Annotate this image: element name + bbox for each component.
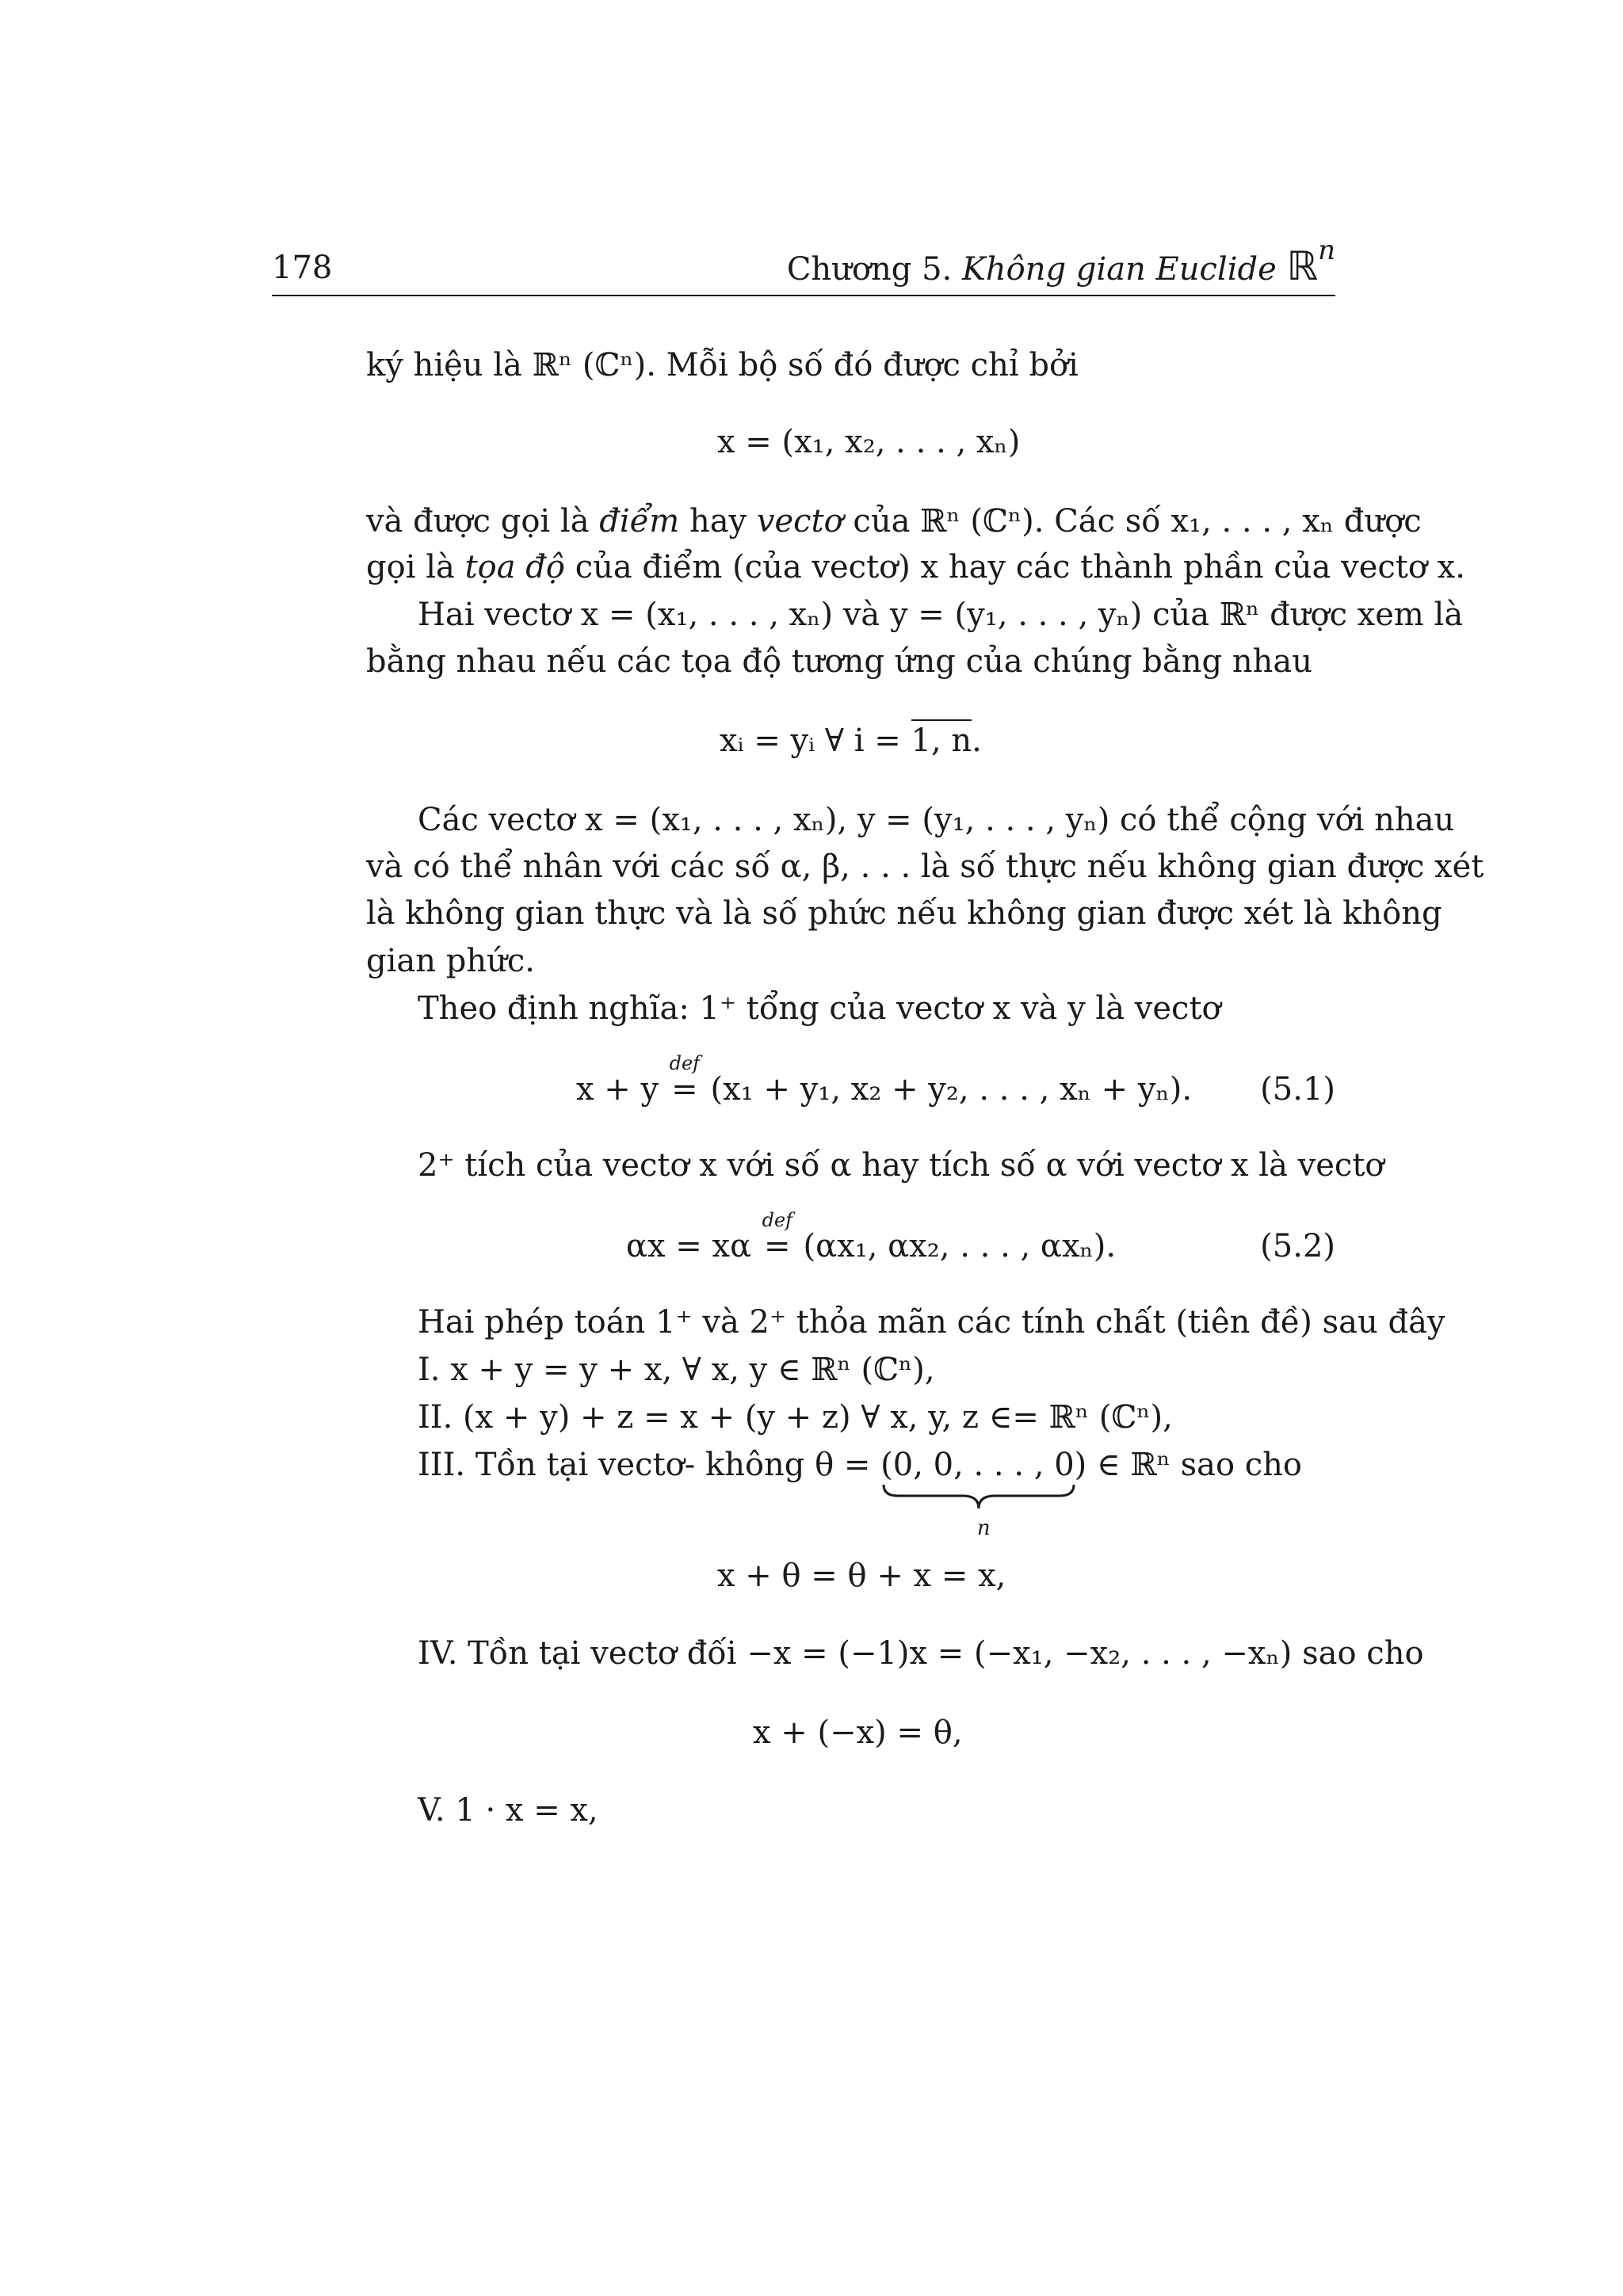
equation-x-tuple: x = (x₁, x₂, . . . , xₙ) bbox=[717, 424, 1021, 460]
axiom-4: IV. Tồn tại vectơ đối −x = (−1)x = (−x₁, −x₂, . . . , −xₙ) sao cho bbox=[418, 1635, 1424, 1672]
equation-part: αx = xα bbox=[626, 1228, 752, 1264]
equation-part: (x₁ + y₁, x₂ + y₂, . . . , xₙ + yₙ). bbox=[710, 1071, 1193, 1108]
axiom-1: I. x + y = y + x, ∀ x, y ∈ ℝⁿ (ℂⁿ), bbox=[418, 1352, 935, 1388]
equals-sign: = bbox=[671, 1071, 698, 1108]
text-span: III. Tồn tại vectơ- không θ = bbox=[418, 1447, 881, 1483]
running-title bbox=[786, 235, 1335, 289]
chapter-prefix: Chương 5. bbox=[786, 251, 953, 288]
chapter-symbol: ℝ bbox=[1286, 243, 1319, 289]
chapter-title: Không gian Euclide bbox=[962, 251, 1277, 288]
def-equals bbox=[669, 1052, 701, 1108]
text-line-12: Hai phép toán 1⁺ và 2⁺ thỏa mãn các tính chất (tiên đề) sau đây bbox=[418, 1304, 1445, 1341]
page-header bbox=[272, 235, 1335, 297]
text-line-11: 2⁺ tích của vectơ x với số α hay tích số α với vectơ x là vectơ bbox=[418, 1147, 1384, 1184]
underbrace-label: n bbox=[976, 1516, 991, 1540]
axiom-3 bbox=[418, 1447, 1302, 1540]
equation-number-5-2: (5.2) bbox=[1260, 1228, 1335, 1264]
text-span: ∈ ℝⁿ sao cho bbox=[1086, 1447, 1302, 1483]
equation-part: x + y bbox=[576, 1071, 659, 1108]
equation-part: . bbox=[972, 723, 982, 759]
equation-5-2 bbox=[626, 1209, 1117, 1264]
header-rule bbox=[272, 295, 1335, 296]
equation-equality bbox=[720, 723, 982, 759]
def-label: def bbox=[669, 1052, 701, 1074]
equals-sign: = bbox=[764, 1228, 791, 1264]
underbrace-icon bbox=[880, 1483, 1077, 1515]
emphasis-vecto: vectơ bbox=[756, 503, 843, 540]
chapter-symbol-exponent: n bbox=[1318, 235, 1335, 266]
equation-theta: x + θ = θ + x = x, bbox=[717, 1558, 1006, 1594]
equation-part: (αx₁, αx₂, . . . , αxₙ). bbox=[803, 1228, 1117, 1264]
emphasis-toa-do: tọa độ bbox=[464, 549, 565, 585]
emphasis-diem: điểm bbox=[599, 503, 680, 540]
underbrace-zero-tuple bbox=[880, 1447, 1087, 1540]
index-range-overline: 1, n bbox=[911, 719, 972, 759]
text-line-5: bằng nhau nếu các tọa độ tương ứng của chúng bằng nhau bbox=[366, 643, 1312, 680]
axiom-5: V. 1 · x = x, bbox=[418, 1792, 598, 1829]
text-line-4: Hai vectơ x = (x₁, . . . , xₙ) và y = (y₁, . . . , yₙ) của ℝⁿ được xem là bbox=[418, 597, 1464, 633]
zero-tuple: (0, 0, . . . , 0) bbox=[880, 1447, 1087, 1483]
text-span: gọi là bbox=[366, 549, 455, 585]
text-line-6: Các vectơ x = (x₁, . . . , xₙ), y = (y₁, . . . , yₙ) có thể cộng với nhau bbox=[418, 802, 1455, 838]
text-line-7: và có thể nhân với các số α, β, . . . là số thực nếu không gian được xét bbox=[366, 849, 1484, 885]
text-line-3 bbox=[366, 549, 1465, 585]
text-span: của ℝⁿ (ℂⁿ). Các số x₁, . . . , xₙ được bbox=[853, 503, 1422, 540]
text-span: hay bbox=[689, 503, 747, 540]
text-line-8: là không gian thực và là số phức nếu không gian được xét là không bbox=[366, 895, 1442, 932]
equation-number-5-1: (5.1) bbox=[1260, 1071, 1335, 1108]
equation-5-1 bbox=[576, 1052, 1193, 1108]
def-label: def bbox=[762, 1209, 793, 1231]
page-number: 178 bbox=[272, 250, 333, 286]
text-span: của điểm (của vectơ) x hay các thành phần của vectơ x. bbox=[575, 549, 1465, 585]
text-line-2 bbox=[366, 503, 1422, 540]
text-span: và được gọi là bbox=[366, 503, 590, 540]
text-line-1: ký hiệu là ℝⁿ (ℂⁿ). Mỗi bộ số đó được chỉ bởi bbox=[366, 347, 1079, 383]
text-line-9: gian phức. bbox=[366, 943, 535, 979]
equation-part: xᵢ = yᵢ ∀ i = bbox=[720, 723, 911, 759]
text-line-10: Theo định nghĩa: 1⁺ tổng của vectơ x và y là vectơ bbox=[418, 990, 1221, 1027]
equation-negative: x + (−x) = θ, bbox=[753, 1714, 963, 1751]
axiom-2: II. (x + y) + z = x + (y + z) ∀ x, y, z ∈= ℝⁿ (ℂⁿ), bbox=[418, 1399, 1173, 1436]
def-equals bbox=[762, 1209, 793, 1264]
